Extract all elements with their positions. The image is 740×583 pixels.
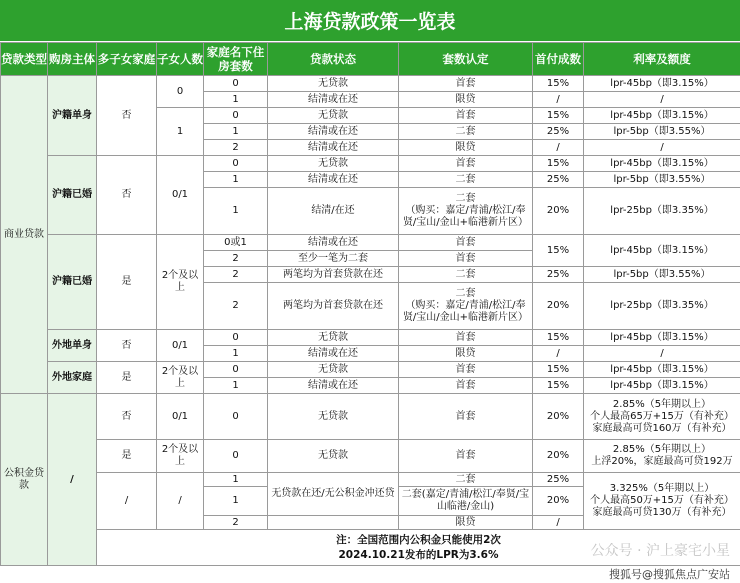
status-cell: 无贷款 (268, 362, 399, 378)
houses-cell: 2 (204, 140, 268, 156)
houses-cell: 2 (204, 283, 268, 330)
houses-cell: 2 (204, 516, 268, 530)
subject-cell: 外地家庭 (48, 362, 97, 394)
rate-cell: lpr-45bp（即3.15%） (584, 108, 740, 124)
count-cell: 首套 (399, 362, 533, 378)
table-row (1, 156, 740, 172)
subject-cell: / (48, 394, 97, 566)
down-cell: 20% (533, 440, 584, 473)
houses-cell: 0或1 (204, 235, 268, 251)
table-row (1, 76, 740, 92)
rate-cell: lpr-5bp（即3.55%） (584, 172, 740, 188)
loan-type-commercial: 商业贷款 (1, 76, 48, 394)
count-cell: 二套 （购买：嘉定/青浦/松江/奉贤/宝山/金山+临港新片区） (399, 283, 533, 330)
count-cell: 限贷 (399, 346, 533, 362)
status-cell: 结清或在还 (268, 140, 399, 156)
down-cell: 25% (533, 267, 584, 283)
down-cell: / (533, 140, 584, 156)
status-cell: 结清或在还 (268, 124, 399, 140)
down-cell: 20% (533, 283, 584, 330)
down-cell: 25% (533, 124, 584, 140)
rate-cell: lpr-45bp（即3.15%） (584, 362, 740, 378)
houses-cell: 1 (204, 378, 268, 394)
down-cell: 20% (533, 487, 584, 516)
header-cell: 贷款状态 (268, 43, 399, 76)
count-cell: 限贷 (399, 516, 533, 530)
down-cell: 20% (533, 188, 584, 235)
subject-cell: 外地单身 (48, 330, 97, 362)
houses-cell: 1 (204, 92, 268, 108)
count-cell: 首套 (399, 394, 533, 440)
status-cell: 结清或在还 (268, 346, 399, 362)
multi-cell: 否 (97, 156, 157, 235)
header-cell: 利率及额度 (584, 43, 740, 76)
houses-cell: 1 (204, 487, 268, 516)
header-cell: 套数认定 (399, 43, 533, 76)
count-cell: 首套 (399, 330, 533, 346)
houses-cell: 0 (204, 108, 268, 124)
rate-cell: 2.85%（5年期以上） 上浮20%，家庭最高可贷192万 (584, 440, 740, 473)
multi-cell: 是 (97, 362, 157, 394)
kids-cell: 1 (157, 108, 204, 156)
houses-cell: 1 (204, 172, 268, 188)
status-cell: 结清或在还 (268, 378, 399, 394)
header-row (1, 43, 740, 76)
subject-cell: 沪籍已婚 (48, 235, 97, 330)
houses-cell: 2 (204, 267, 268, 283)
rate-cell: lpr-25bp（即3.35%） (584, 188, 740, 235)
status-cell: 无贷款在还/无公积金冲还贷 (268, 473, 399, 516)
status-cell: 结清或在还 (268, 235, 399, 251)
rate-cell: lpr-45bp（即3.15%） (584, 76, 740, 92)
down-cell: 15% (533, 330, 584, 346)
header-cell: 首付成数 (533, 43, 584, 76)
rate-cell: / (584, 92, 740, 108)
policy-table (0, 42, 740, 566)
status-cell: 无贷款 (268, 108, 399, 124)
houses-cell: 1 (204, 124, 268, 140)
status-cell: 至少一笔为二套 (268, 251, 399, 267)
count-cell: 二套 (399, 473, 533, 487)
header-cell: 多子女家庭 (97, 43, 157, 76)
houses-cell: 0 (204, 76, 268, 92)
count-cell: 限贷 (399, 92, 533, 108)
status-cell: 无贷款 (268, 394, 399, 440)
rate-cell: lpr-45bp（即3.15%） (584, 378, 740, 394)
loan-type-fund: 公积金贷款 (1, 394, 48, 566)
houses-cell: 0 (204, 156, 268, 172)
rate-cell: lpr-25bp（即3.35%） (584, 283, 740, 330)
status-cell: 结清或在还 (268, 92, 399, 108)
multi-cell: / (97, 473, 157, 530)
count-cell: 首套 (399, 440, 533, 473)
down-cell: / (533, 516, 584, 530)
status-cell: 结清/在还 (268, 188, 399, 235)
count-cell: 二套 （购买：嘉定/青浦/松江/奉贤/宝山/金山+临港新片区） (399, 188, 533, 235)
houses-cell: 0 (204, 440, 268, 473)
kids-cell: 0/1 (157, 394, 204, 440)
status-cell (268, 516, 399, 530)
page-title: 上海贷款政策一览表 (0, 0, 740, 42)
watermark: 公众号 · 沪上豪宅小星 (590, 543, 730, 559)
rate-cell: lpr-45bp（即3.15%） (584, 156, 740, 172)
status-cell: 两笔均为首套贷款在还 (268, 283, 399, 330)
header-cell: 购房主体 (48, 43, 97, 76)
rate-cell: lpr-45bp（即3.15%） (584, 235, 740, 267)
count-cell: 首套 (399, 108, 533, 124)
houses-cell: 1 (204, 188, 268, 235)
multi-cell: 否 (97, 76, 157, 156)
down-cell: 15% (533, 378, 584, 394)
kids-cell: 2个及以上 (157, 235, 204, 330)
count-cell: 首套 (399, 251, 533, 267)
status-cell: 无贷款 (268, 156, 399, 172)
down-cell: / (533, 92, 584, 108)
count-cell: 限贷 (399, 140, 533, 156)
down-cell: 15% (533, 235, 584, 267)
down-cell: 15% (533, 362, 584, 378)
multi-cell: 否 (97, 330, 157, 362)
status-cell: 结清或在还 (268, 172, 399, 188)
multi-cell: 否 (97, 394, 157, 440)
down-cell: 15% (533, 108, 584, 124)
count-cell: 首套 (399, 156, 533, 172)
houses-cell: 0 (204, 394, 268, 440)
table-row (1, 473, 740, 487)
kids-cell: 0 (157, 76, 204, 108)
houses-cell: 1 (204, 346, 268, 362)
down-cell: 15% (533, 76, 584, 92)
multi-cell: 是 (97, 440, 157, 473)
rate-cell: 3.325%（5年期以上） 个人最高50万+15万（有补充） 家庭最高可贷130万（有补充） (584, 473, 740, 530)
table-row (1, 330, 740, 346)
rate-cell: / (584, 346, 740, 362)
houses-cell: 1 (204, 473, 268, 487)
down-cell: / (533, 346, 584, 362)
rate-cell: lpr-45bp（即3.15%） (584, 330, 740, 346)
header-cell: 家庭名下住房套数 (204, 43, 268, 76)
kids-cell: 0/1 (157, 330, 204, 362)
houses-cell: 0 (204, 330, 268, 346)
rate-cell: lpr-5bp（即3.55%） (584, 267, 740, 283)
down-cell: 25% (533, 473, 584, 487)
status-cell: 两笔均为首套贷款在还 (268, 267, 399, 283)
down-cell: 15% (533, 156, 584, 172)
kids-cell: 0/1 (157, 156, 204, 235)
down-cell: 20% (533, 394, 584, 440)
multi-cell: 是 (97, 235, 157, 330)
count-cell: 首套 (399, 378, 533, 394)
header-cell: 贷款类型 (1, 43, 48, 76)
count-cell: 首套 (399, 235, 533, 251)
kids-cell: 2个及以上 (157, 440, 204, 473)
down-cell: 25% (533, 172, 584, 188)
table-row (1, 235, 740, 251)
rate-cell: 2.85%（5年期以上） 个人最高65万+15万（有补充） 家庭最高可贷160万（有补充） (584, 394, 740, 440)
count-cell: 二套(嘉定/青浦/松江/奉贤/宝山临港/金山) (399, 487, 533, 516)
subject-cell: 沪籍已婚 (48, 156, 97, 235)
count-cell: 二套 (399, 124, 533, 140)
houses-cell: 0 (204, 362, 268, 378)
status-cell: 无贷款 (268, 440, 399, 473)
table-row (1, 362, 740, 378)
watermark-2: 搜狐号@搜狐焦点广安站 (609, 568, 730, 581)
note-line-2: 2024.10.21发布的LPR为3.6% (338, 548, 499, 561)
kids-cell: 2个及以上 (157, 362, 204, 394)
status-cell: 无贷款 (268, 330, 399, 346)
count-cell: 二套 (399, 267, 533, 283)
note-line-1: 注：全国范围内公积金只能使用2次 (336, 533, 501, 546)
header-cell: 子女人数 (157, 43, 204, 76)
count-cell: 二套 (399, 172, 533, 188)
subject-cell: 沪籍单身 (48, 76, 97, 156)
houses-cell: 2 (204, 251, 268, 267)
table-row (1, 394, 740, 440)
table-row (1, 440, 740, 473)
rate-cell: lpr-5bp（即3.55%） (584, 124, 740, 140)
count-cell: 首套 (399, 76, 533, 92)
rate-cell: / (584, 140, 740, 156)
status-cell: 无贷款 (268, 76, 399, 92)
kids-cell: / (157, 473, 204, 530)
